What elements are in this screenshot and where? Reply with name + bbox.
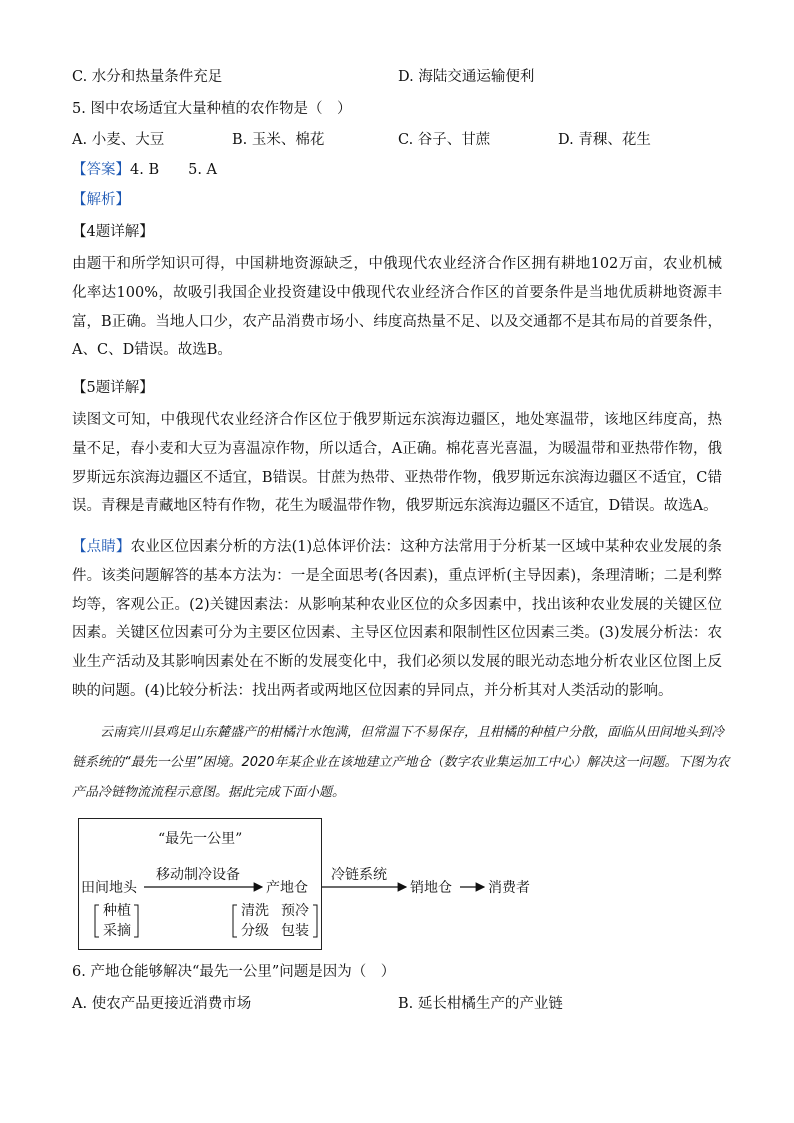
- comment-tag: 【点睛】: [72, 539, 131, 555]
- sales-warehouse-label: 销地仓: [410, 880, 452, 896]
- plant-label: 种植: [103, 903, 131, 919]
- grade-label: 分级: [241, 923, 269, 939]
- q5-option-b: B. 玉米、棉花: [232, 132, 325, 148]
- detail4-tag: 【4题详解】: [72, 224, 154, 240]
- intro-text: 云南宾川县鸡足山东麓盛产的柑橘汁水饱满，但常温下不易保存，且柑橘的种植户分散，面临从田间地头到冷链系统的“最先一公里”困境。2020年某企业在该地建立产地仓（数字农业集运加工中心）解决这一问题。下图为农产品冷链物流流程示意图。据此完成下面小题。: [72, 725, 730, 800]
- comment-text: 农业区位因素分析的方法(1)总体评价法：这种方法常用于分析某一区域中某种农业发展的条件。该类问题解答的基本方法为：一是全面思考(各因素)，重点评析(主导因素)，条理清晰；二是利弊均等，客观公正。(2)关键因素法：从影响某种农业区位的众多因素中，找出该种农业发展的关键区位因素。关键区位因素可分为主要区位因素、主导区位因素和限制性区位因素三类。(3)发展分析法：农业生产活动及其影响因素处在不断的发展变化中，我们必须以发展的眼光动态地分析农业区位图上反映的问题。(4)比较分析法：找出两者或两地区位因素的异同点，并分析其对人类活动的影响。: [72, 539, 722, 699]
- origin-warehouse-label: 产地仓: [266, 880, 308, 896]
- consumer-label: 消费者: [488, 880, 530, 896]
- pack-label: 包装: [281, 923, 309, 939]
- answer-text: 4. B 5. A: [130, 162, 218, 178]
- q5-option-a: A. 小麦、大豆: [72, 132, 165, 148]
- q4-option-d: D. 海陆交通运输便利: [398, 69, 535, 85]
- q6-option-b: B. 延长柑橘生产的产业链: [398, 996, 563, 1012]
- comment-paragraph: [72, 533, 722, 706]
- q6-stem: 6. 产地仓能够解决“最先一公里”问题是因为（ ）: [72, 964, 396, 980]
- detail5-tag: 【5题详解】: [72, 380, 154, 396]
- diagram-title: “最先一公里”: [158, 831, 243, 847]
- pick-label: 采摘: [103, 923, 131, 939]
- q5-option-d: D. 青稞、花生: [558, 132, 651, 148]
- detail5-text: 读图文可知，中俄现代农业经济合作区位于俄罗斯远东滨海边疆区，地处寒温带，该地区纬度高，热量不足，春小麦和大豆为喜温凉作物，所以适合，A正确。棉花喜光喜温，为暖温带和亚热带作物，俄罗斯远东滨海边疆区不适宜，B错误。甘蔗为热带、亚热带作物，俄罗斯远东滨海边疆区不适宜，C错误。青稞是青藏地区特有作物，花生为暖温带作物，俄罗斯远东滨海边疆区不适宜，D错误。故选A。: [72, 412, 722, 515]
- intro-passage: [72, 718, 732, 808]
- equipment-label: 移动制冷设备: [156, 867, 240, 883]
- precool-label: 预冷: [281, 903, 309, 919]
- answer-tag: 【答案】: [72, 162, 130, 178]
- field-label: 田间地头: [81, 880, 137, 896]
- q5-option-c: C. 谷子、甘蔗: [398, 132, 491, 148]
- detail4-text: 由题干和所学知识可得，中国耕地资源缺乏，中俄现代农业经济合作区拥有耕地102万亩，农业机械化率达100%，故吸引我国企业投资建设中俄现代农业经济合作区的首要条件是当地优质耕地资源丰富，B正确。当地人口少，农产品消费市场小、纬度高热量不足、以及交通都不是其布局的首要条件，A、C、D错误。故选B。: [72, 256, 722, 359]
- analysis-tag: 【解析】: [72, 192, 130, 208]
- wash-label: 清洗: [241, 903, 269, 919]
- cold-chain-label: 冷链系统: [331, 867, 387, 883]
- q4-option-c: C. 水分和热量条件充足: [72, 69, 223, 85]
- q6-option-a: A. 使农产品更接近消费市场: [72, 996, 252, 1012]
- answer-line: [72, 160, 217, 180]
- q5-stem: 5. 图中农场适宜大量种植的农作物是（ ）: [72, 101, 352, 117]
